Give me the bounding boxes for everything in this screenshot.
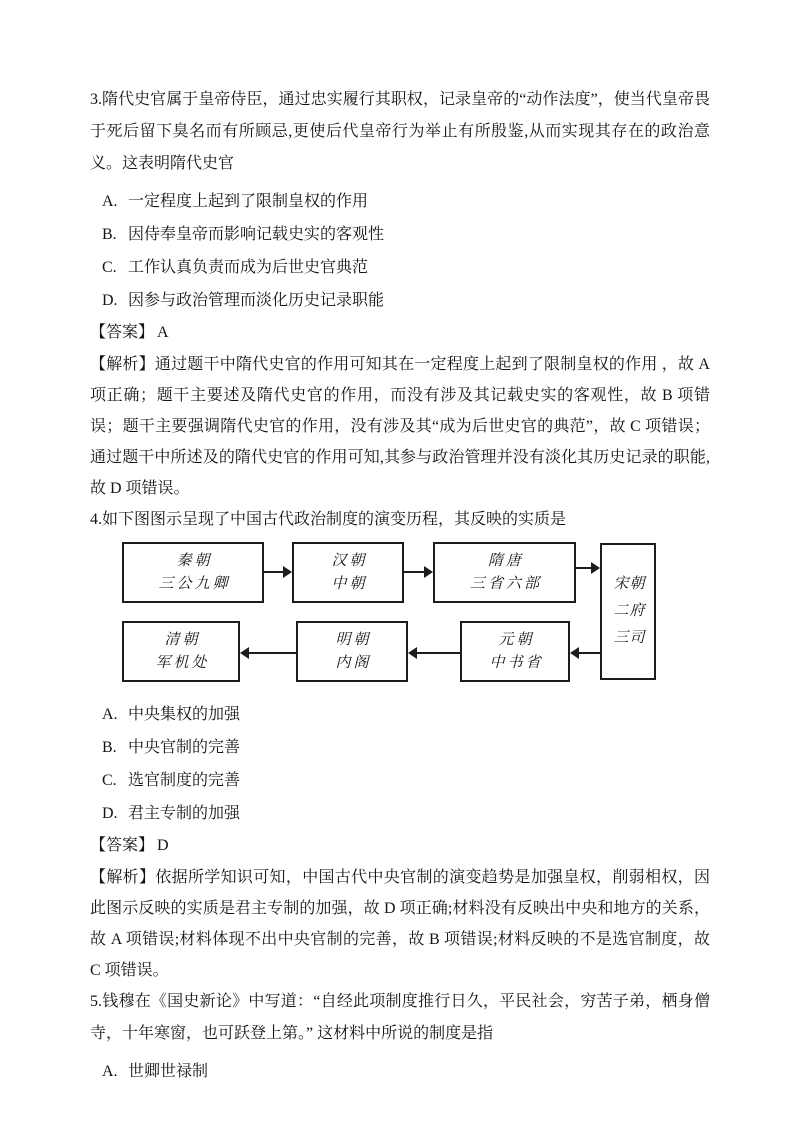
question-5-stem: 5.钱穆在《国史新论》中写道：“自经此项制度推行日久，平民社会，穷苦子弟，栖身僧寺，十年寒窗，也可跃登上第。” 这材料中所说的制度是指: [90, 993, 710, 1042]
option-text: 君主专制的加强: [128, 805, 241, 822]
option-text: 世卿世禄制: [128, 1063, 209, 1080]
analysis-label: 【解析】: [90, 869, 156, 886]
question-5: [90, 986, 710, 1088]
option-label: D.: [102, 805, 118, 822]
answer-row: [90, 830, 710, 862]
diagram-box-ming: [296, 621, 408, 682]
diagram-box-line: 内阁: [335, 654, 372, 671]
option-row: [102, 797, 710, 830]
diagram-box-line: 二府: [613, 603, 646, 619]
document-content: [90, 84, 710, 1088]
option-row: [102, 731, 710, 764]
option-label: D.: [102, 292, 118, 309]
diagram-box-qin: [122, 542, 264, 603]
arrow-left-connector: [579, 652, 600, 654]
diagram-box-line: 元朝: [498, 631, 535, 648]
diagram-box-line: 三省六部: [469, 575, 542, 592]
diagram-box-yuan: [460, 621, 570, 682]
option-text: 中央官制的完善: [128, 739, 241, 756]
option-text: 因侍奉皇帝而影响记载史实的客观性: [128, 226, 385, 243]
option-row: [102, 185, 710, 218]
option-text: 中央集权的加强: [128, 706, 241, 723]
answer-value: A: [157, 324, 169, 341]
diagram-box-line: 汉朝: [331, 552, 368, 569]
question-3-stem: 3.隋代史官属于皇帝侍臣，通过忠实履行其职权，记录皇帝的“动作法度”，使当代皇帝畏于死后留下臭名而有所顾忌,更使后代皇帝行为举止有所殷鉴,从而实现其存在的政治意义。这表明隋代史官: [90, 91, 710, 172]
option-label: B.: [102, 226, 117, 243]
diagram-box-line: 隋唐: [487, 552, 524, 569]
option-text: 工作认真负责而成为后世史官典范: [128, 259, 369, 276]
question-3: [90, 84, 710, 504]
analysis-text: 依据所学知识可知，中国古代中央官制的演变趋势是加强皇权，削弱相权，因此图示反映的实质是君主专制的加强，故 D 项正确;材料没有反映出中央和地方的关系，故 A 项错误;材料体现不出中央官制的完善，故 B 项错误;材料反映的不是选官制度，故 C 项错误。: [90, 869, 710, 979]
option-text: 选官制度的完善: [128, 772, 241, 789]
question-4-stem: 4.如下图图示呈现了中国古代政治制度的演变历程，其反映的实质是: [90, 511, 567, 528]
analysis-paragraph: [90, 349, 710, 504]
option-label: A.: [102, 706, 118, 723]
diagram-box-line: 军机处: [155, 654, 210, 671]
option-row: [102, 764, 710, 797]
diagram-box-line: 明朝: [335, 631, 372, 648]
answer-label: 【答案】: [90, 324, 155, 341]
arrow-right-connector: [404, 571, 424, 573]
diagram-box-line: 三司: [613, 630, 646, 646]
option-label: C.: [102, 772, 117, 789]
arrow-left-connector: [249, 652, 296, 654]
analysis-paragraph: [90, 862, 710, 986]
option-label: A.: [102, 193, 118, 210]
analysis-label: 【解析】: [90, 356, 155, 373]
option-row: [102, 251, 710, 284]
diagram-box-line: 中朝: [331, 575, 368, 592]
answer-value: D: [157, 837, 169, 854]
question-3-options: [90, 185, 710, 317]
question-4-options: [90, 698, 710, 830]
answer-label: 【答案】: [90, 837, 155, 854]
option-text: 一定程度上起到了限制皇权的作用: [128, 193, 369, 210]
diagram-box-song: [600, 543, 656, 680]
analysis-text: 通过题干中隋代史官的作用可知其在一定程度上起到了限制皇权的作用 ，故 A 项正确；题干主要述及隋代史官的作用，而没有涉及其记载史实的客观性，故 B 项错误；题干主要强调隋代史官的作用，没有涉及其“成为后世史官的典范”，故 C 项错误；通过题干中所述及的隋代史官的作用可知,其参与政治管理并没有淡化其历史记录的职能,故 D 项错误。: [90, 356, 710, 497]
diagram-box-line: 中书省: [489, 654, 544, 671]
diagram-box-line: 三公九卿: [158, 575, 231, 592]
diagram-box-line: 宋朝: [613, 576, 646, 592]
option-row: [102, 1055, 710, 1088]
question-5-options: [90, 1055, 710, 1088]
diagram-box-line: 清朝: [164, 631, 201, 648]
arrow-left-connector: [417, 652, 460, 654]
option-label: C.: [102, 259, 117, 276]
option-text: 因参与政治管理而淡化历史记录职能: [128, 292, 385, 309]
arrow-right-connector: [576, 567, 591, 569]
diagram-box-han: [292, 542, 404, 603]
diagram-box-qing: [122, 621, 240, 682]
option-label: B.: [102, 739, 117, 756]
option-row: [102, 698, 710, 731]
arrow-right-connector: [264, 571, 283, 573]
diagram-box-suitang: [433, 542, 576, 603]
option-row: [102, 284, 710, 317]
diagram-box-line: 秦朝: [176, 552, 213, 569]
dynasty-institutions-flowchart: [122, 542, 662, 684]
answer-row: [90, 317, 710, 349]
option-label: A.: [102, 1063, 118, 1080]
question-4: [90, 504, 710, 986]
option-row: [102, 218, 710, 251]
